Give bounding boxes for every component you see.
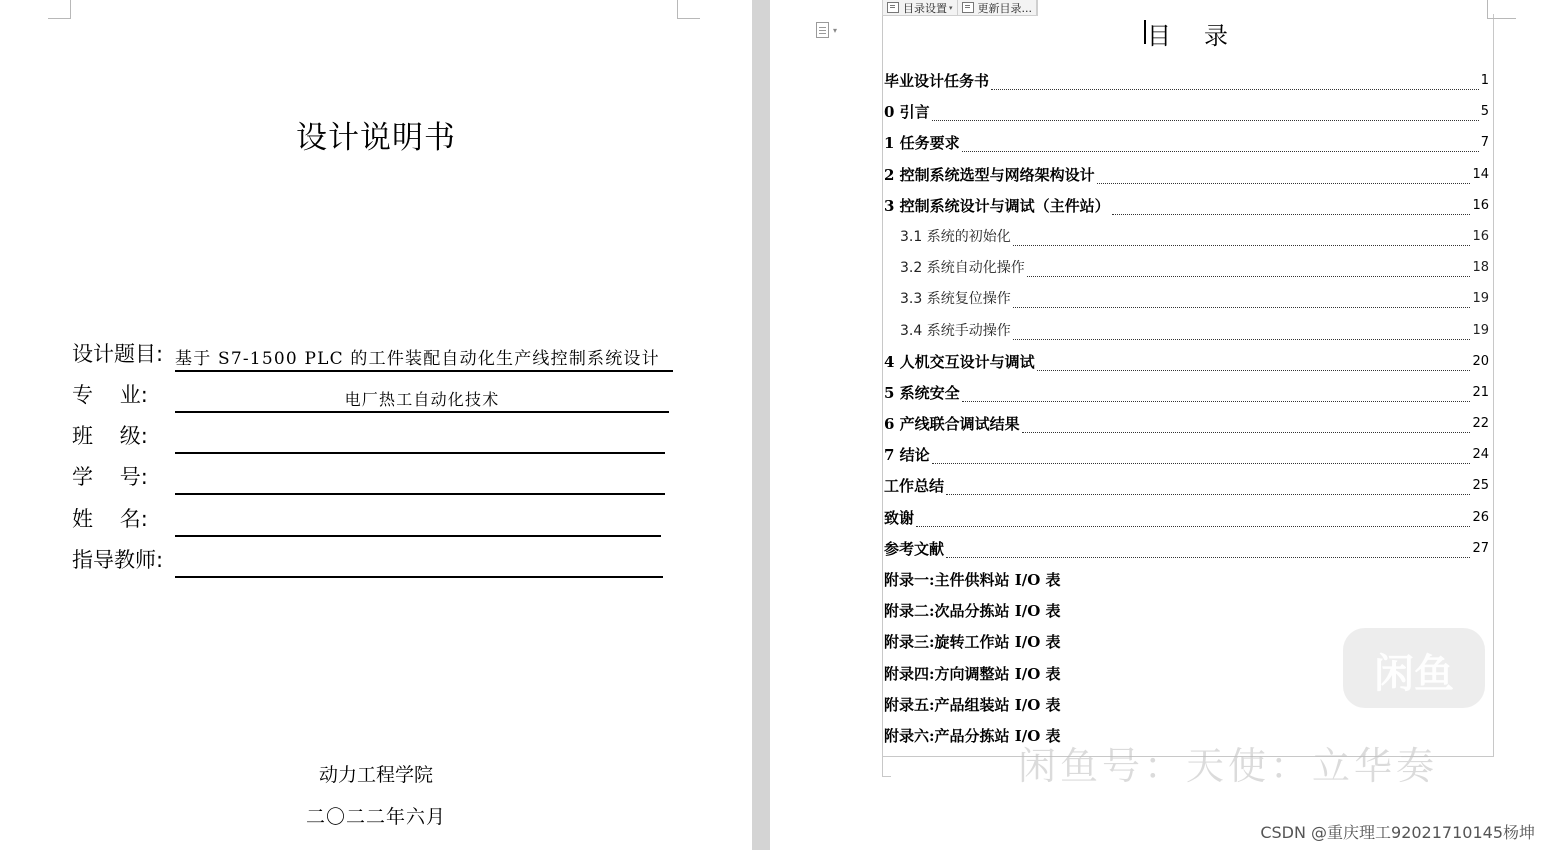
toc-dot-leader [1022, 409, 1471, 433]
toc-entry-text: 3.3 系统复位操作 [900, 291, 1011, 308]
page-gutter [752, 0, 770, 850]
toc-page-number: 18 [1472, 260, 1489, 276]
toc-entry[interactable] [884, 191, 1489, 222]
field-label: 指导教师: [72, 548, 164, 572]
toc-entry-text: 0 引言 [884, 103, 930, 122]
toc-entry[interactable] [884, 471, 1489, 502]
xianyu-logo [1343, 628, 1485, 708]
toc-page-number: 16 [1472, 197, 1489, 213]
toc-dot-leader [932, 440, 1471, 464]
cover-date: 二〇二二年六月 [305, 806, 446, 828]
toc-dot-leader [1112, 191, 1471, 215]
toc-entry[interactable] [884, 284, 1489, 315]
toc-dot-leader [1027, 253, 1471, 277]
toc-dot-leader [962, 378, 1471, 402]
college-name: 动力工程学院 [318, 764, 433, 786]
toc-settings-icon [887, 2, 899, 13]
field-underline[interactable] [175, 452, 665, 454]
toc-page-number: 14 [1472, 166, 1489, 182]
toc-entry-text: 3 控制系统设计与调试（主件站） [884, 196, 1110, 215]
toc-dot-leader [1037, 347, 1471, 371]
toc-dot-leader [1013, 222, 1471, 246]
toc-entry-text: 5 系统安全 [884, 383, 960, 402]
toc-entry-text: 参考文献 [884, 539, 945, 558]
crop-mark [48, 0, 71, 19]
toc-entry[interactable] [884, 409, 1489, 440]
update-toc-button[interactable] [958, 0, 1038, 15]
crop-mark [677, 0, 700, 19]
cover-page [0, 0, 752, 850]
toc-entry-text: 3.2 系统自动化操作 [900, 260, 1025, 277]
toc-page-number: 27 [1472, 540, 1489, 556]
toc-page-number: 19 [1472, 291, 1489, 307]
toc-page-number: 7 [1480, 135, 1489, 151]
toc-entry[interactable] [884, 222, 1489, 253]
field-underline[interactable] [175, 535, 661, 537]
crop-mark [1487, 0, 1516, 19]
toc-entry[interactable] [884, 378, 1489, 409]
toc-page-number: 5 [1480, 104, 1489, 120]
toc-entry[interactable] [884, 440, 1489, 471]
toc-entry-text: 7 结论 [884, 446, 930, 465]
csdn-credit: CSDN @重庆理工92021710145杨坤 [1260, 823, 1535, 842]
toc-dot-leader [991, 66, 1479, 90]
toc-settings-label: 目录设置 [903, 1, 947, 15]
toc-entry[interactable] [884, 128, 1489, 159]
chevron-down-icon: ▾ [949, 3, 953, 12]
toc-dot-leader [1013, 284, 1471, 308]
text-cursor [1144, 20, 1146, 44]
toc-entry-text: 1 任务要求 [884, 134, 960, 153]
watermark-text: 闲鱼号：天使：立华奏 [1018, 744, 1439, 788]
field-label: 设计题目: [72, 342, 164, 366]
toc-entry-text: 2 控制系统选型与网络架构设计 [884, 165, 1095, 184]
toc-page-number: 16 [1472, 228, 1489, 244]
toc-entry[interactable] [884, 97, 1489, 128]
field-value-major[interactable]: 电厂热工自动化技术 [344, 390, 500, 409]
toc-page-number: 20 [1472, 353, 1489, 369]
toc-entry-text: 附录四:方向调整站 I/O 表 [884, 664, 1061, 683]
toc-entry-text: 毕业设计任务书 [884, 72, 990, 90]
toc-page-number: 22 [1472, 416, 1489, 432]
update-toc-label: 更新目录... [977, 1, 1033, 15]
field-value-topic[interactable]: 基于 S7-1500 PLC 的工件装配自动化生产线控制系统设计 [175, 349, 660, 369]
toc-entry-text: 工作总结 [884, 477, 945, 496]
toc-entry-text: 3.1 系统的初始化 [900, 228, 1011, 245]
toc-entry[interactable] [884, 66, 1489, 97]
field-underline [175, 370, 673, 372]
toc-title-char: 目 [1147, 22, 1171, 50]
field-underline[interactable] [175, 493, 665, 495]
toc-entry[interactable] [884, 347, 1489, 378]
toc-entry[interactable] [884, 160, 1489, 191]
toc-dot-leader [946, 534, 1470, 558]
field-label: 专 业: [72, 383, 148, 407]
toc-entry-text: 附录一:主件供料站 I/O 表 [884, 571, 1061, 589]
toc-entry[interactable] [884, 534, 1489, 565]
toc-page-number: 26 [1472, 509, 1489, 525]
toc-page-number: 19 [1472, 322, 1489, 338]
toc-dot-leader [1013, 316, 1471, 340]
toc-page-number: 1 [1480, 73, 1489, 88]
toc-dot-leader [916, 503, 1470, 527]
toc-title-char: 录 [1204, 22, 1228, 50]
toc-entry-text: 6 产线联合调试结果 [884, 415, 1020, 434]
toc-entry-text: 附录六:产品分拣站 I/O 表 [884, 726, 1061, 745]
field-underline [175, 411, 669, 413]
toc-dot-leader [932, 97, 1479, 121]
toc-dot-leader [962, 128, 1479, 152]
toc-entry[interactable] [884, 565, 1489, 596]
crop-mark [882, 756, 891, 777]
document-icon[interactable]: ▾ [816, 22, 830, 40]
logo-text: 闲鱼 [1374, 651, 1454, 697]
field-label: 姓 名: [72, 507, 148, 531]
cover-title: 设计说明书 [296, 120, 456, 156]
toc-page-number: 25 [1472, 478, 1489, 494]
toc-settings-button[interactable] [883, 0, 958, 15]
toc-entry-text: 4 人机交互设计与调试 [884, 352, 1035, 371]
field-underline[interactable] [175, 576, 663, 578]
toc-entry[interactable] [884, 503, 1489, 534]
toc-entry-text: 附录二:次品分拣站 I/O 表 [884, 602, 1061, 621]
toc-entry-text: 附录三:旋转工作站 I/O 表 [884, 633, 1061, 652]
field-label: 学 号: [72, 465, 148, 489]
toc-dot-leader [946, 471, 1470, 495]
toc-entry-text: 附录五:产品组装站 I/O 表 [884, 695, 1061, 714]
field-label: 班 级: [72, 424, 148, 448]
toc-entry[interactable] [884, 316, 1489, 347]
toc-page-number: 24 [1472, 447, 1489, 463]
toc-page-number: 21 [1472, 384, 1489, 400]
toc-entry-text: 致谢 [884, 508, 915, 527]
toc-entry[interactable] [884, 596, 1489, 627]
toc-toolbar [882, 0, 1038, 16]
toc-dot-leader [1097, 160, 1471, 184]
toc-page [770, 0, 1549, 850]
update-toc-icon [962, 2, 974, 13]
toc-entry[interactable] [884, 253, 1489, 284]
toc-entry-text: 3.4 系统手动操作 [900, 322, 1011, 339]
